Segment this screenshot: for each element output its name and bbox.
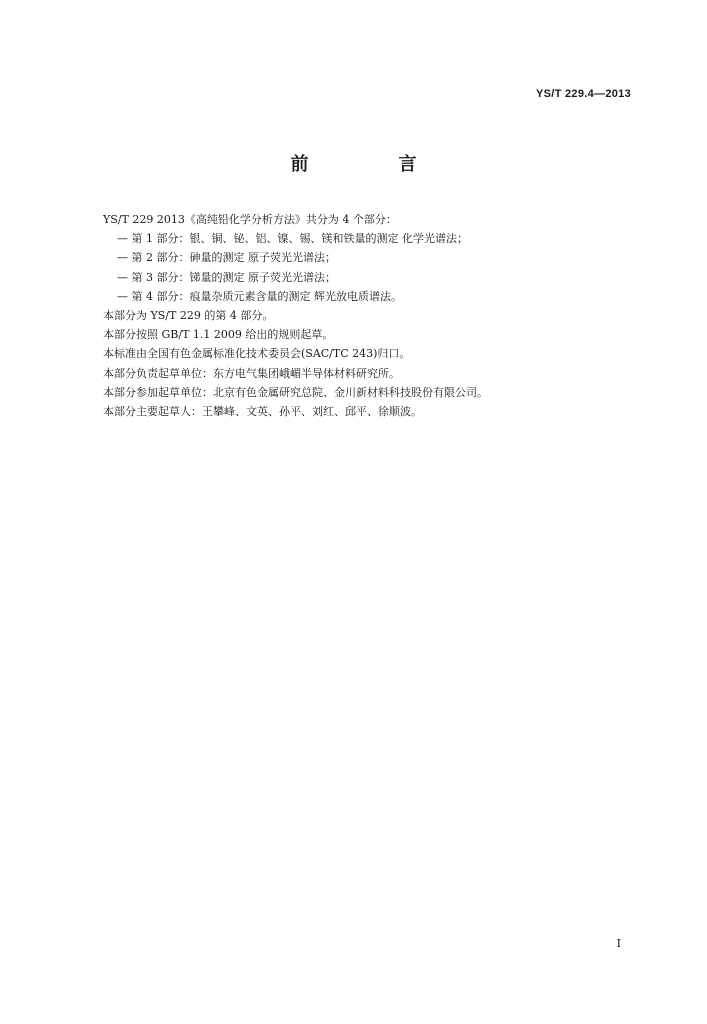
- paragraph: 本部分参加起草单位：北京有色金属研究总院、金川新材料科技股份有限公司。: [103, 385, 488, 399]
- list-item: — 第 2 部分：砷量的测定 原子荧光光谱法；: [117, 251, 336, 265]
- paragraph: 本部分为 YS/T 229 的第 4 部分。: [103, 308, 274, 322]
- page-number: I: [616, 937, 621, 950]
- paragraph: 本部分主要起草人：王攀峰、文英、孙平、刘红、邱平、徐顺波。: [103, 404, 422, 418]
- page-title: 前 言: [290, 154, 453, 175]
- paragraph: 本标准由全国有色金属标准化技术委员会(SAC/TC 243)归口。: [103, 347, 411, 361]
- list-item: — 第 1 部分：银、铜、铋、铝、镍、锡、镁和铁量的测定 化学光谱法；: [117, 232, 468, 246]
- paragraph: 本部分按照 GB/T 1.1 2009 给出的规则起草。: [103, 328, 334, 342]
- paragraph: 本部分负责起草单位：东方电气集团峨嵋半导体材料研究所。: [103, 366, 400, 380]
- list-item: — 第 3 部分：锑量的测定 原子荧光光谱法；: [117, 270, 336, 284]
- paragraph: YS/T 229 2013《高纯铅化学分析方法》共分为 4 个部分：: [103, 213, 397, 226]
- foreword-body: [103, 210, 643, 421]
- list-item: — 第 4 部分：痕量杂质元素含量的测定 辉光放电质谱法。: [117, 289, 402, 303]
- standard-number: YS/T 229.4—2013: [535, 88, 631, 100]
